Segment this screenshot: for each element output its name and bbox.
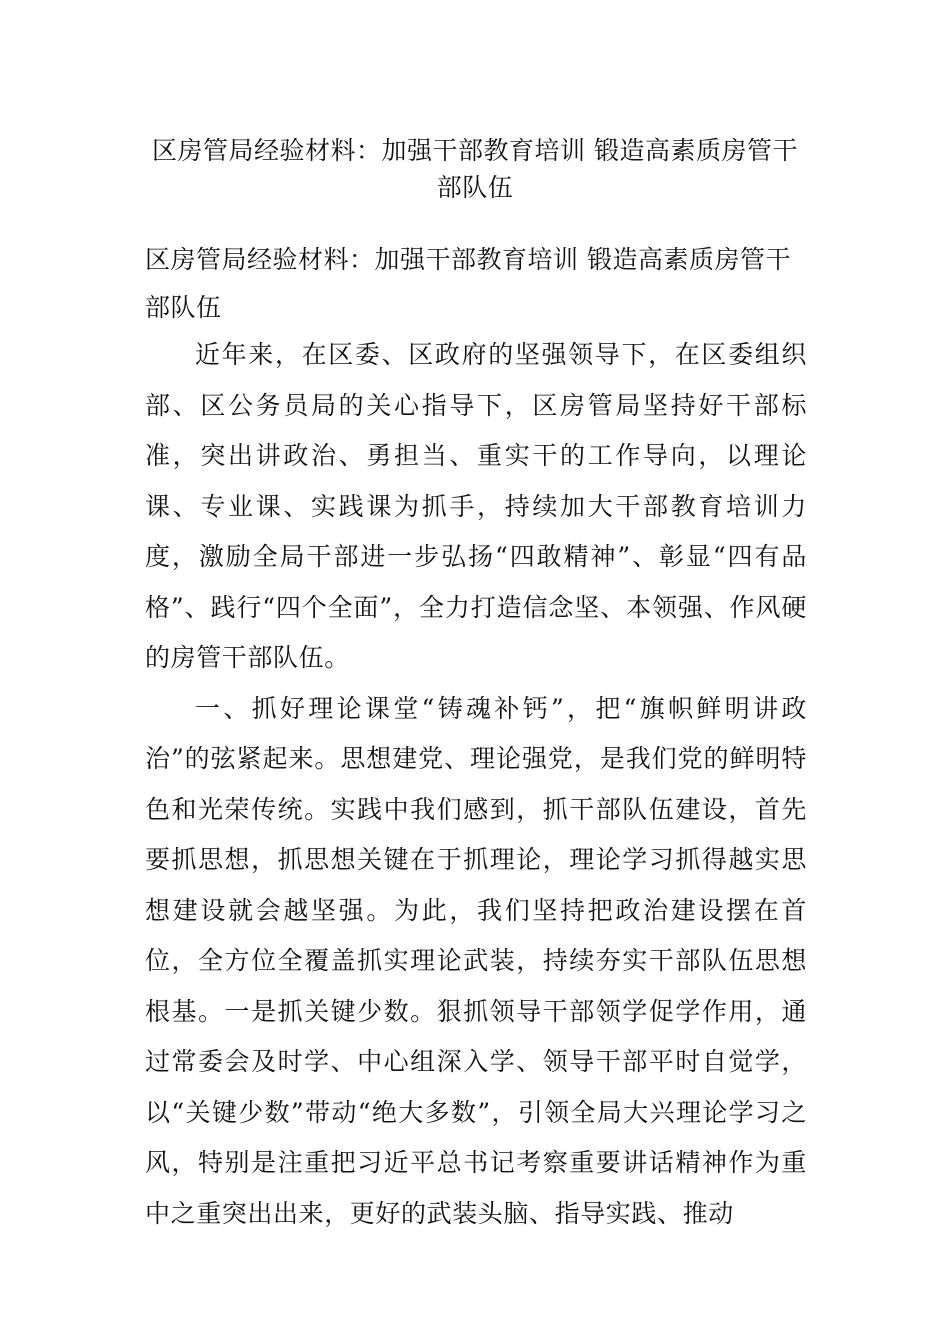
paragraph-section-one: 一、抓好理论课堂“铸魂补钙”，把“旗帜鲜明讲政治”的弦紧起来。思想建党、理论强党，是我们党的鲜明特色和光荣传统。实践中我们感到，抓干部队伍建设，首先要抓思想，抓思想关键在于抓理论，理论学习抓得越实思想建设就会越坚强。为此，我们坚持把政治建设摆在首位，全方位全覆盖抓实理论武装，持续夯实干部队伍思想根基。一是抓关键少数。狠抓领导干部领学促学作用，通过常委会及时学、中心组深入学、领导干部平时自觉学，以“关键少数”带动“绝大多数”，引领全局大兴理论学习之风，特别是注重把习近平总书记考察重要讲话精神作为重中之重突出出来，更好的武装头脑、指导实践、推动 — [145, 693, 807, 1228]
document-subtitle: 区房管局经验材料：加强干部教育培训 锻造高素质房管干部队伍 — [145, 245, 791, 322]
document-body — [145, 330, 807, 1239]
document-title: 区房管局经验材料：加强干部教育培训 锻造高素质房管干部队伍 — [152, 136, 798, 202]
paragraph-intro: 近年来，在区委、区政府的坚强领导下，在区委组织部、区公务员局的关心指导下，区房管局坚持好干部标准，突出讲政治、勇担当、重实干的工作导向，以理论课、专业课、实践课为抓手，持续加大干部教育培训力度，激励全局干部进一步弘扬“四敢精神”、彰显“四有品格”、践行“四个全面”，全力打造信念坚、本领强、作风硬的房管干部队伍。 — [145, 340, 807, 672]
